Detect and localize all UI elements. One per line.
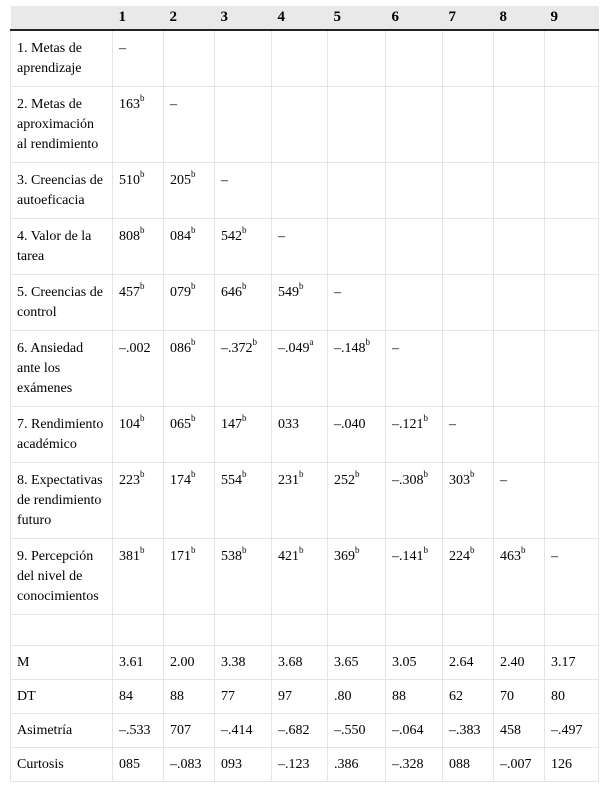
significance-marker: b (140, 93, 145, 104)
table-row (11, 163, 599, 219)
header-cell-col-4: 4 (272, 6, 328, 30)
empty-cell (11, 615, 113, 646)
stat-cell: –.328 (386, 748, 443, 782)
table-header (11, 6, 599, 30)
stat-label: Asimetría (11, 714, 113, 748)
cell-value: 808 (119, 229, 140, 244)
stat-cell: 3.65 (328, 646, 386, 680)
significance-marker: b (355, 469, 360, 480)
table-cell (113, 30, 164, 87)
cell-value: 554 (221, 473, 242, 488)
cell-value: – (170, 97, 177, 112)
stat-cell: 126 (545, 748, 599, 782)
table-cell (494, 331, 545, 407)
stat-cell: –.123 (272, 748, 328, 782)
table-cell (164, 30, 215, 87)
stat-cell: 2.64 (443, 646, 494, 680)
cell-value: 231 (278, 473, 299, 488)
table-cell (113, 219, 164, 275)
table-cell (113, 331, 164, 407)
cell-value: 163 (119, 97, 140, 112)
cell-value: –.040 (334, 417, 366, 432)
table-row (11, 407, 599, 463)
header-cell-empty (11, 6, 113, 30)
table-cell (328, 331, 386, 407)
cell-value: 549 (278, 285, 299, 300)
stat-cell: 2.00 (164, 646, 215, 680)
table-cell (272, 407, 328, 463)
table-row (11, 539, 599, 615)
table-row (11, 219, 599, 275)
table-cell (164, 407, 215, 463)
table-cell (386, 539, 443, 615)
header-cell-col-1: 1 (113, 6, 164, 30)
table-row (11, 463, 599, 539)
stat-row (11, 680, 599, 714)
stat-cell: –.383 (443, 714, 494, 748)
significance-marker: b (140, 545, 145, 556)
stat-cell: 3.17 (545, 646, 599, 680)
cell-value: 463 (500, 549, 521, 564)
cell-value: –.049 (278, 341, 310, 356)
table-cell (545, 407, 599, 463)
significance-marker: b (140, 225, 145, 236)
cell-value: 084 (170, 229, 191, 244)
stat-cell: 77 (215, 680, 272, 714)
table-row (11, 275, 599, 331)
table-cell (328, 87, 386, 163)
table-cell (113, 87, 164, 163)
stat-cell: 458 (494, 714, 545, 748)
stat-cell: 3.61 (113, 646, 164, 680)
cell-value: 224 (449, 549, 470, 564)
significance-marker: b (140, 469, 145, 480)
table-cell (272, 463, 328, 539)
significance-marker: b (140, 413, 145, 424)
table-cell (215, 219, 272, 275)
cell-value: 205 (170, 173, 191, 188)
significance-marker: b (242, 413, 247, 424)
cell-value: –.308 (392, 473, 424, 488)
table-cell (272, 30, 328, 87)
table-cell (113, 463, 164, 539)
table-cell (164, 163, 215, 219)
cell-value: 252 (334, 473, 355, 488)
table-cell (164, 87, 215, 163)
stat-cell: –.533 (113, 714, 164, 748)
stat-cell: .386 (328, 748, 386, 782)
table-row (11, 87, 599, 163)
row-label: 2. Metas de aproximación al rendimiento (11, 87, 113, 163)
stat-cell: 88 (386, 680, 443, 714)
stat-cell: 3.38 (215, 646, 272, 680)
table-cell (328, 463, 386, 539)
table-cell (443, 30, 494, 87)
table-cell (215, 87, 272, 163)
row-label: 1. Metas de aprendizaje (11, 30, 113, 87)
empty-cell (164, 615, 215, 646)
table-cell (113, 539, 164, 615)
row-label: 9. Percepción del nivel de conocimientos (11, 539, 113, 615)
table-cell (215, 407, 272, 463)
table-cell (164, 331, 215, 407)
table-cell (386, 87, 443, 163)
table-cell (164, 219, 215, 275)
significance-marker: b (191, 169, 196, 180)
stat-cell: –.007 (494, 748, 545, 782)
header-cell-col-3: 3 (215, 6, 272, 30)
cell-value: – (278, 229, 285, 244)
cell-value: 174 (170, 473, 191, 488)
table-cell (328, 163, 386, 219)
header-row (11, 6, 599, 30)
significance-marker: b (242, 281, 247, 292)
empty-cell (545, 615, 599, 646)
stat-cell: 2.40 (494, 646, 545, 680)
cell-value: –.141 (392, 549, 424, 564)
table-cell (328, 275, 386, 331)
table-cell (215, 463, 272, 539)
table-cell (443, 331, 494, 407)
cell-value: 457 (119, 285, 140, 300)
cell-value: – (500, 473, 507, 488)
stat-row (11, 748, 599, 782)
table-cell (272, 275, 328, 331)
cell-value: 646 (221, 285, 242, 300)
significance-marker: b (191, 225, 196, 236)
cell-value: 086 (170, 341, 191, 356)
significance-marker: b (191, 545, 196, 556)
stat-cell: –.064 (386, 714, 443, 748)
header-cell-col-2: 2 (164, 6, 215, 30)
cell-value: – (449, 417, 456, 432)
table-cell (386, 407, 443, 463)
significance-marker: b (365, 337, 370, 348)
empty-cell (386, 615, 443, 646)
stat-label: Curtosis (11, 748, 113, 782)
table-cell (164, 463, 215, 539)
table-cell (164, 539, 215, 615)
table-cell (494, 407, 545, 463)
row-label: 7. Rendimiento académico (11, 407, 113, 463)
row-label: 6. Ansiedad ante los exámenes (11, 331, 113, 407)
cell-value: 104 (119, 417, 140, 432)
correlation-table-container (10, 6, 598, 782)
empty-cell (272, 615, 328, 646)
significance-marker: b (242, 225, 247, 236)
table-body (11, 30, 599, 782)
table-cell (215, 331, 272, 407)
stat-label: M (11, 646, 113, 680)
significance-marker: b (470, 545, 475, 556)
table-cell (272, 539, 328, 615)
table-cell (386, 219, 443, 275)
stat-cell: .80 (328, 680, 386, 714)
header-cell-col-5: 5 (328, 6, 386, 30)
table-cell (328, 539, 386, 615)
table-cell (494, 163, 545, 219)
cell-value: 171 (170, 549, 191, 564)
table-cell (494, 275, 545, 331)
table-cell (494, 87, 545, 163)
row-label: 8. Expectativas de rendimiento futuro (11, 463, 113, 539)
cell-value: – (392, 341, 399, 356)
table-cell (328, 30, 386, 87)
table-cell (443, 463, 494, 539)
table-cell (443, 539, 494, 615)
stat-cell: 70 (494, 680, 545, 714)
stat-cell: 088 (443, 748, 494, 782)
cell-value: 369 (334, 549, 355, 564)
significance-marker: b (252, 337, 257, 348)
cell-value: – (334, 285, 341, 300)
stat-label: DT (11, 680, 113, 714)
empty-cell (215, 615, 272, 646)
table-cell (215, 30, 272, 87)
significance-marker: b (242, 469, 247, 480)
table-cell (215, 163, 272, 219)
stat-cell: –.550 (328, 714, 386, 748)
table-cell (494, 539, 545, 615)
cell-value: –.002 (119, 341, 151, 356)
table-cell (272, 219, 328, 275)
table-cell (113, 275, 164, 331)
table-row (11, 331, 599, 407)
table-cell (545, 331, 599, 407)
table-cell (443, 163, 494, 219)
cell-value: 223 (119, 473, 140, 488)
stat-cell: 62 (443, 680, 494, 714)
stat-cell: 707 (164, 714, 215, 748)
header-cell-col-7: 7 (443, 6, 494, 30)
empty-cell (113, 615, 164, 646)
table-row (11, 30, 599, 87)
cell-value: 065 (170, 417, 191, 432)
significance-marker: b (423, 545, 428, 556)
table-cell (545, 219, 599, 275)
cell-value: –.121 (392, 417, 424, 432)
stat-cell: 3.05 (386, 646, 443, 680)
significance-marker: b (299, 469, 304, 480)
stat-row (11, 714, 599, 748)
cell-value: 421 (278, 549, 299, 564)
significance-marker: b (140, 281, 145, 292)
table-cell (545, 539, 599, 615)
significance-marker: b (191, 469, 196, 480)
cell-value: 033 (278, 417, 299, 432)
significance-marker: b (191, 281, 196, 292)
table-cell (545, 275, 599, 331)
significance-marker: b (242, 545, 247, 556)
table-cell (494, 463, 545, 539)
table-cell (443, 87, 494, 163)
significance-marker: b (140, 169, 145, 180)
table-cell (545, 463, 599, 539)
significance-marker: b (521, 545, 526, 556)
stat-cell: 093 (215, 748, 272, 782)
empty-cell (494, 615, 545, 646)
significance-marker: b (191, 337, 196, 348)
table-cell (443, 219, 494, 275)
stat-cell: 085 (113, 748, 164, 782)
table-cell (272, 331, 328, 407)
significance-marker: b (423, 413, 428, 424)
table-cell (328, 407, 386, 463)
table-cell (272, 87, 328, 163)
table-cell (545, 163, 599, 219)
table-cell (386, 163, 443, 219)
table-cell (494, 30, 545, 87)
table-cell (386, 463, 443, 539)
header-cell-col-8: 8 (494, 6, 545, 30)
cell-value: 079 (170, 285, 191, 300)
stat-cell: 97 (272, 680, 328, 714)
significance-marker: b (470, 469, 475, 480)
cell-value: – (221, 173, 228, 188)
cell-value: – (119, 41, 126, 56)
table-cell (545, 30, 599, 87)
cell-value: –.148 (334, 341, 366, 356)
table-cell (386, 275, 443, 331)
significance-marker: b (191, 413, 196, 424)
significance-marker: b (299, 545, 304, 556)
stat-cell: –.414 (215, 714, 272, 748)
significance-marker: b (299, 281, 304, 292)
stat-cell: 88 (164, 680, 215, 714)
table-cell (386, 331, 443, 407)
table-cell (113, 163, 164, 219)
table-cell (386, 30, 443, 87)
stat-cell: 3.68 (272, 646, 328, 680)
table-cell (272, 163, 328, 219)
significance-marker: b (355, 545, 360, 556)
empty-cell (328, 615, 386, 646)
cell-value: 303 (449, 473, 470, 488)
table-cell (443, 407, 494, 463)
table-cell (545, 87, 599, 163)
stat-row (11, 646, 599, 680)
row-label: 5. Creencias de control (11, 275, 113, 331)
table-cell (215, 275, 272, 331)
cell-value: 147 (221, 417, 242, 432)
row-label: 3. Creencias de autoeficacia (11, 163, 113, 219)
stat-cell: –.497 (545, 714, 599, 748)
cell-value: 542 (221, 229, 242, 244)
header-cell-col-9: 9 (545, 6, 599, 30)
stat-cell: 80 (545, 680, 599, 714)
table-cell (494, 219, 545, 275)
stat-cell: –.083 (164, 748, 215, 782)
table-cell (113, 407, 164, 463)
row-label: 4. Valor de la tarea (11, 219, 113, 275)
table-cell (443, 275, 494, 331)
cell-value: 381 (119, 549, 140, 564)
cell-value: –.372 (221, 341, 253, 356)
spacer-row (11, 615, 599, 646)
significance-marker: a (309, 337, 314, 348)
cell-value: – (551, 549, 558, 564)
correlation-table (10, 6, 599, 782)
empty-cell (443, 615, 494, 646)
cell-value: 510 (119, 173, 140, 188)
table-cell (215, 539, 272, 615)
table-cell (164, 275, 215, 331)
header-cell-col-6: 6 (386, 6, 443, 30)
stat-cell: –.682 (272, 714, 328, 748)
cell-value: 538 (221, 549, 242, 564)
table-cell (328, 219, 386, 275)
stat-cell: 84 (113, 680, 164, 714)
significance-marker: b (423, 469, 428, 480)
